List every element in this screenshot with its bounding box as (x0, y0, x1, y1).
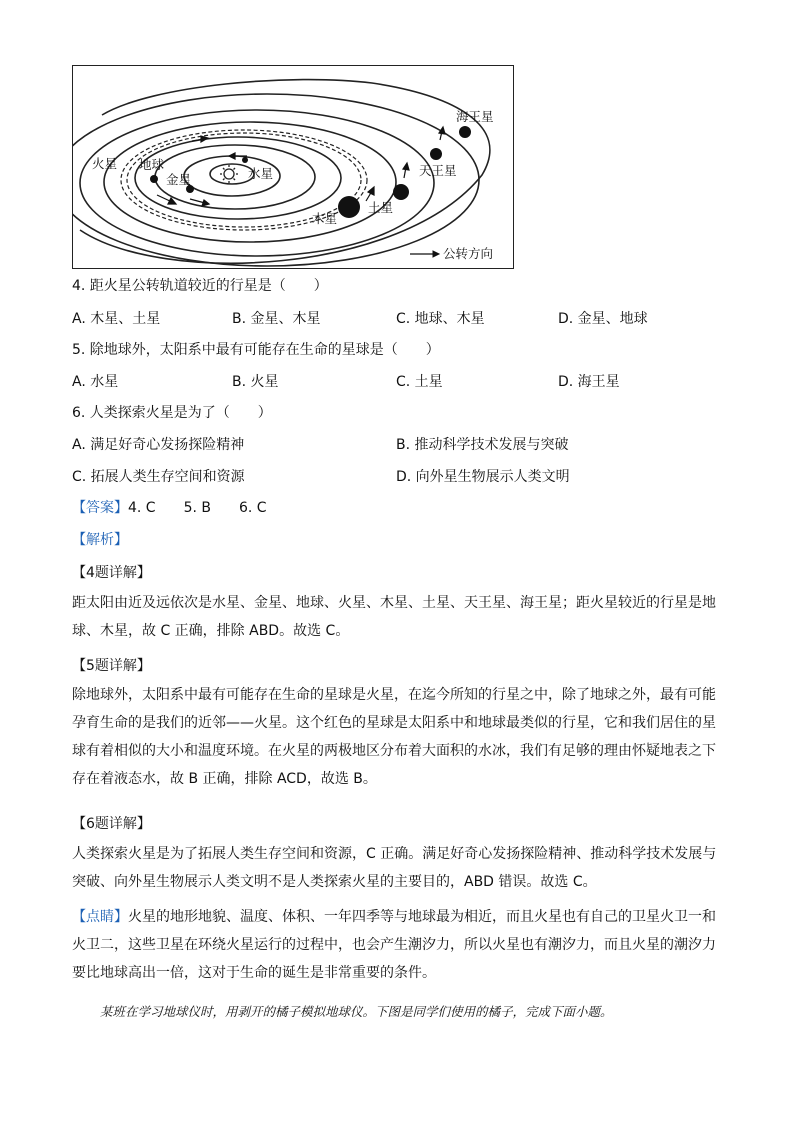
solar-system-diagram (72, 65, 514, 269)
d4-title: 【4题详解】 (72, 565, 151, 581)
label-earth: 地球 (139, 157, 165, 172)
answer-text: 4. C 5. B 6. C (128, 500, 267, 516)
answer-label: 【答案】 (72, 500, 128, 516)
d4-line-2: 球、木星，故 C 正确，排除 ABD。故选 C。 (72, 623, 350, 639)
label-legend: 公转方向 (443, 246, 494, 261)
label-venus: 金星 (166, 172, 192, 187)
q6-option-a[interactable]: A. 满足好奇心发扬探险精神 (72, 437, 245, 453)
d5-line-2: 孕育生命的是我们的近邻——火星。这个红色的星球是太阳系中和地球最类似的行星，它和我们居住的星 (72, 715, 716, 731)
tip-line-3: 要比地球高出一倍，这对于生命的诞生是非常重要的条件。 (72, 965, 436, 981)
q4-stem: 4. 距火星公转轨道较近的行星是（ ） (72, 278, 328, 294)
answer-line (72, 498, 267, 518)
planet-earth (150, 175, 158, 183)
q6-option-d[interactable]: D. 向外星生物展示人类文明 (396, 469, 570, 485)
d4-line-1: 距太阳由近及远依次是水星、金星、地球、火星、木星、土星、天王星、海王星；距火星较近的行星是地 (72, 595, 716, 611)
q6-option-c[interactable]: C. 拓展人类生存空间和资源 (72, 469, 245, 485)
q4-option-b[interactable]: B. 金星、木星 (232, 311, 321, 327)
label-jupiter: 木星 (312, 211, 338, 226)
q4-option-d[interactable]: D. 金星、地球 (558, 311, 648, 327)
d4-body (72, 589, 722, 645)
planet-saturn (393, 184, 409, 200)
q5-stem: 5. 除地球外，太阳系中最有可能存在生命的星球是（ ） (72, 342, 440, 358)
d5-line-1: 除地球外，太阳系中最有可能存在生命的星球是火星，在迄今所知的行星之中，除了地球之外，最有可能 (72, 687, 716, 703)
label-neptune: 海王星 (456, 109, 494, 124)
planet-neptune (459, 126, 471, 138)
d5-title: 【5题详解】 (72, 658, 151, 674)
q6-stem: 6. 人类探索火星是为了（ ） (72, 405, 272, 421)
d5-line-3: 球有着相似的大小和温度环境。在火星的两极地区分布着大面积的水冰，我们有足够的理由怀疑地表之下 (72, 743, 716, 759)
next-question-intro: 某班在学习地球仪时，用剥开的橘子模拟地球仪。下图是同学们使用的橘子，完成下面小题。 (100, 1004, 613, 1019)
label-saturn: 土星 (368, 200, 394, 215)
label-mercury: 水星 (248, 166, 274, 181)
tip-line-1: 火星的地形地貌、温度、体积、一年四季等与地球最为相近，而且火星也有自己的卫星火卫一和 (128, 909, 716, 925)
q5-option-b[interactable]: B. 火星 (232, 374, 279, 390)
q5-option-c[interactable]: C. 土星 (396, 374, 443, 390)
d6-body (72, 840, 722, 896)
d5-body (72, 681, 722, 793)
tip-label: 【点睛】 (72, 909, 128, 925)
q6-option-b[interactable]: B. 推动科学技术发展与突破 (396, 437, 569, 453)
d5-line-4: 存在着液态水，故 B 正确，排除 ACD，故选 B。 (72, 771, 377, 787)
tip-line-2: 火卫二，这些卫星在环绕火星运行的过程中，也会产生潮汐力，所以火星也有潮汐力，而且火星的潮汐力 (72, 937, 716, 953)
label-uranus: 天王星 (419, 163, 457, 178)
d6-title: 【6题详解】 (72, 816, 151, 832)
analysis-label: 【解析】 (72, 532, 128, 548)
q5-option-d[interactable]: D. 海王星 (558, 374, 620, 390)
planet-uranus (430, 148, 442, 160)
d6-line-1: 人类探索火星是为了拓展人类生存空间和资源，C 正确。满足好奇心发扬探险精神、推动科学技术发展与 (72, 846, 717, 862)
q4-option-c[interactable]: C. 地球、木星 (396, 311, 485, 327)
d6-line-2: 突破、向外星生物展示人类文明不是人类探索火星的主要目的，ABD 错误。故选 C。 (72, 874, 597, 890)
label-mars: 火星 (92, 156, 118, 171)
tip-block (72, 903, 722, 987)
q4-option-a[interactable]: A. 木星、土星 (72, 311, 161, 327)
planet-jupiter (338, 196, 360, 218)
q5-option-a[interactable]: A. 水星 (72, 374, 119, 390)
planet-mercury (242, 157, 248, 163)
